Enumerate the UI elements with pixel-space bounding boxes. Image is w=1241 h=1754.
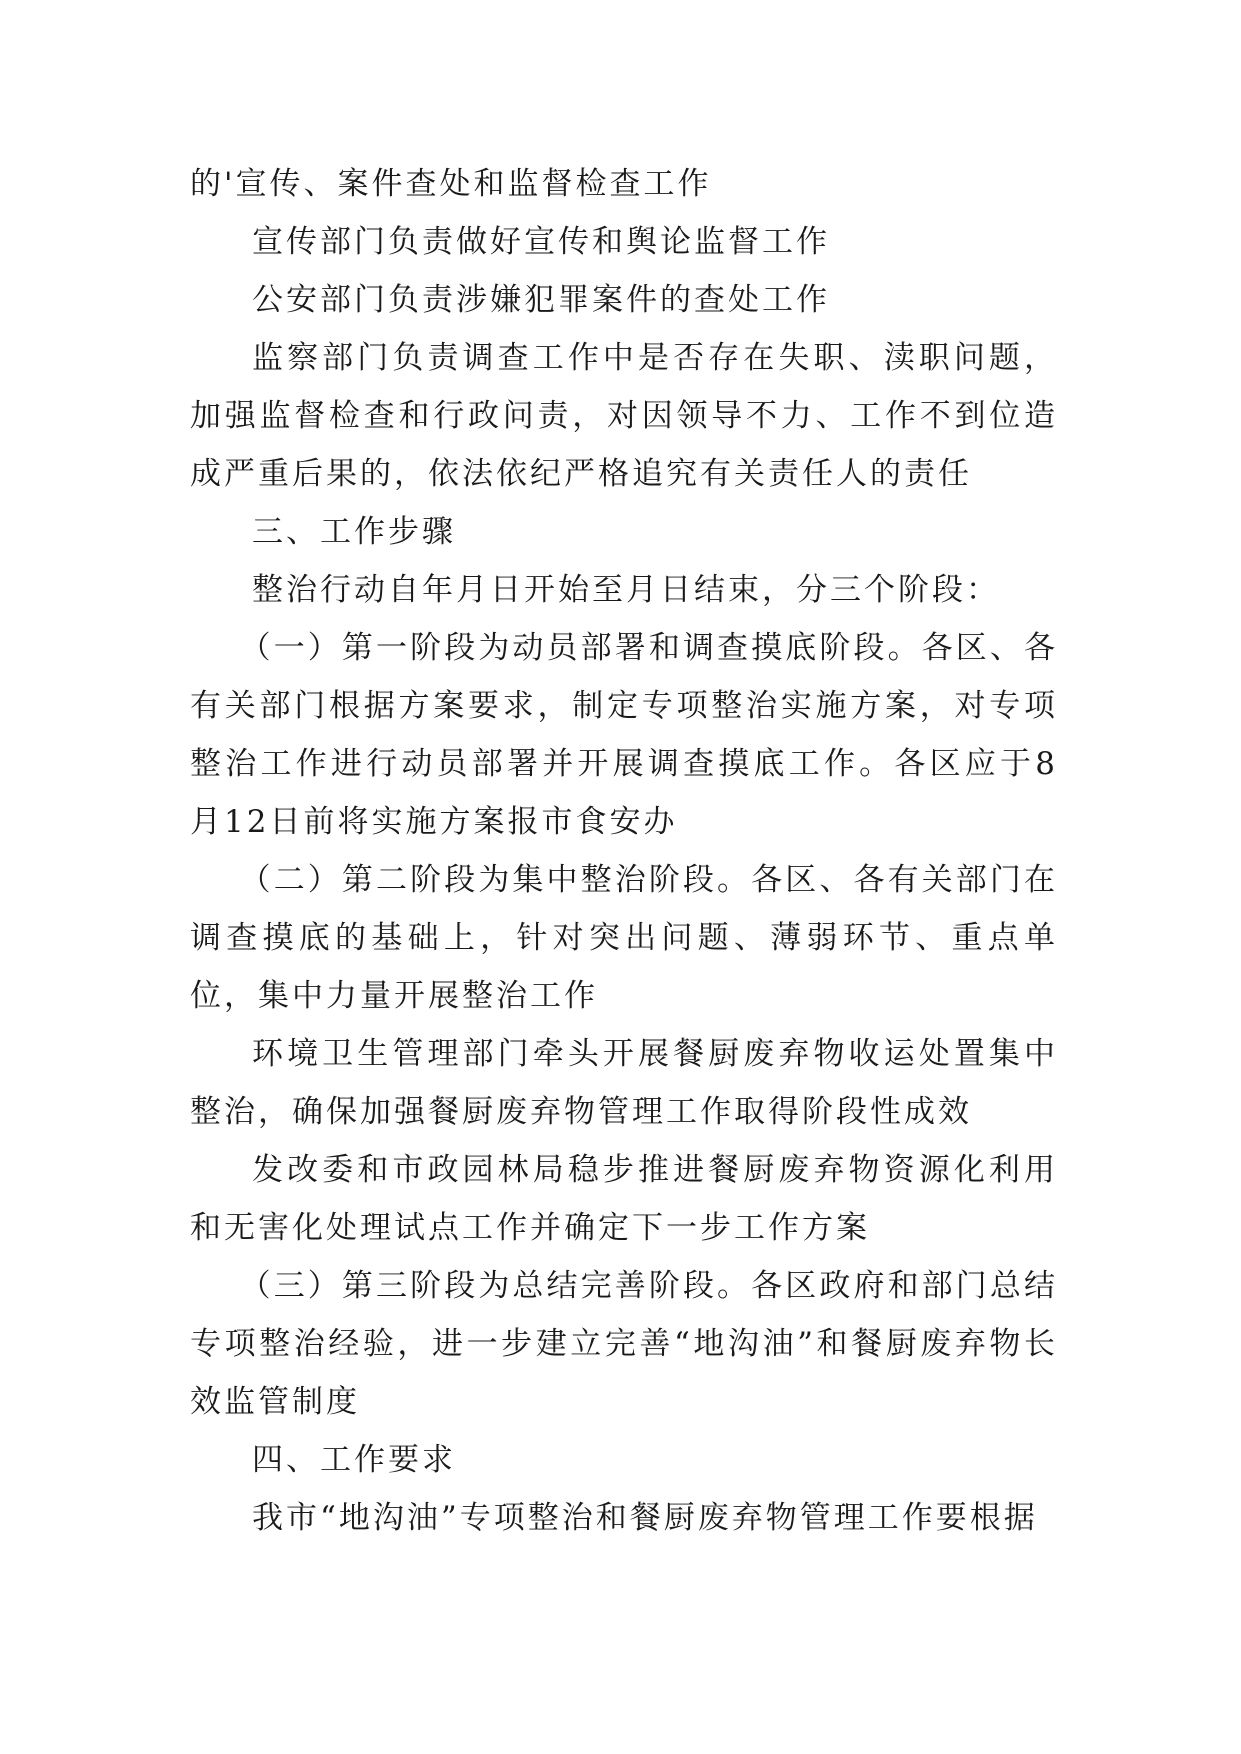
paragraph-requirements-intro: 我市“地沟油”专项整治和餐厨废弃物管理工作要根据 [252, 1500, 1038, 1536]
paragraph-stage-two: （二）第二阶段为集中整治阶段。各区、各有关部门在调查摸底的基础上，针对突出问题、薄弱环节、重点单位，集中力量开展整治工作 [190, 862, 1058, 1014]
paragraph-continuation: 的'宣传、案件查处和监督检查工作 [190, 166, 712, 202]
paragraph-development-commission: 发改委和市政园林局稳步推进餐厨废弃物资源化利用和无害化处理试点工作并确定下一步工作方案 [190, 1152, 1058, 1246]
paragraph-sanitation-dept: 环境卫生管理部门牵头开展餐厨废弃物收运处置集中整治，确保加强餐厨废弃物管理工作取得阶段性成效 [190, 1036, 1058, 1130]
paragraph-public-security: 公安部门负责涉嫌犯罪案件的查处工作 [252, 282, 830, 318]
document-body [190, 155, 1058, 1547]
paragraph-supervision-dept: 监察部门负责调查工作中是否存在失职、渎职问题，加强监督检查和行政问责，对因领导不力、工作不到位造成严重后果的，依法依纪严格追究有关责任人的责任 [190, 340, 1058, 492]
section-heading-work-steps: 三、工作步骤 [252, 514, 456, 550]
paragraph-stage-one: （一）第一阶段为动员部署和调查摸底阶段。各区、各有关部门根据方案要求，制定专项整治实施方案，对专项整治工作进行动员部署并开展调查摸底工作。各区应于8月12日前将实施方案报市食安办 [190, 630, 1058, 840]
section-heading-work-requirements: 四、工作要求 [252, 1442, 456, 1478]
paragraph-publicity-dept: 宣传部门负责做好宣传和舆论监督工作 [252, 224, 830, 260]
paragraph-three-stages: 整治行动自年月日开始至月日结束，分三个阶段： [252, 572, 1000, 608]
paragraph-stage-three: （三）第三阶段为总结完善阶段。各区政府和部门总结专项整治经验，进一步建立完善“地沟油”和餐厨废弃物长效监管制度 [190, 1268, 1058, 1420]
